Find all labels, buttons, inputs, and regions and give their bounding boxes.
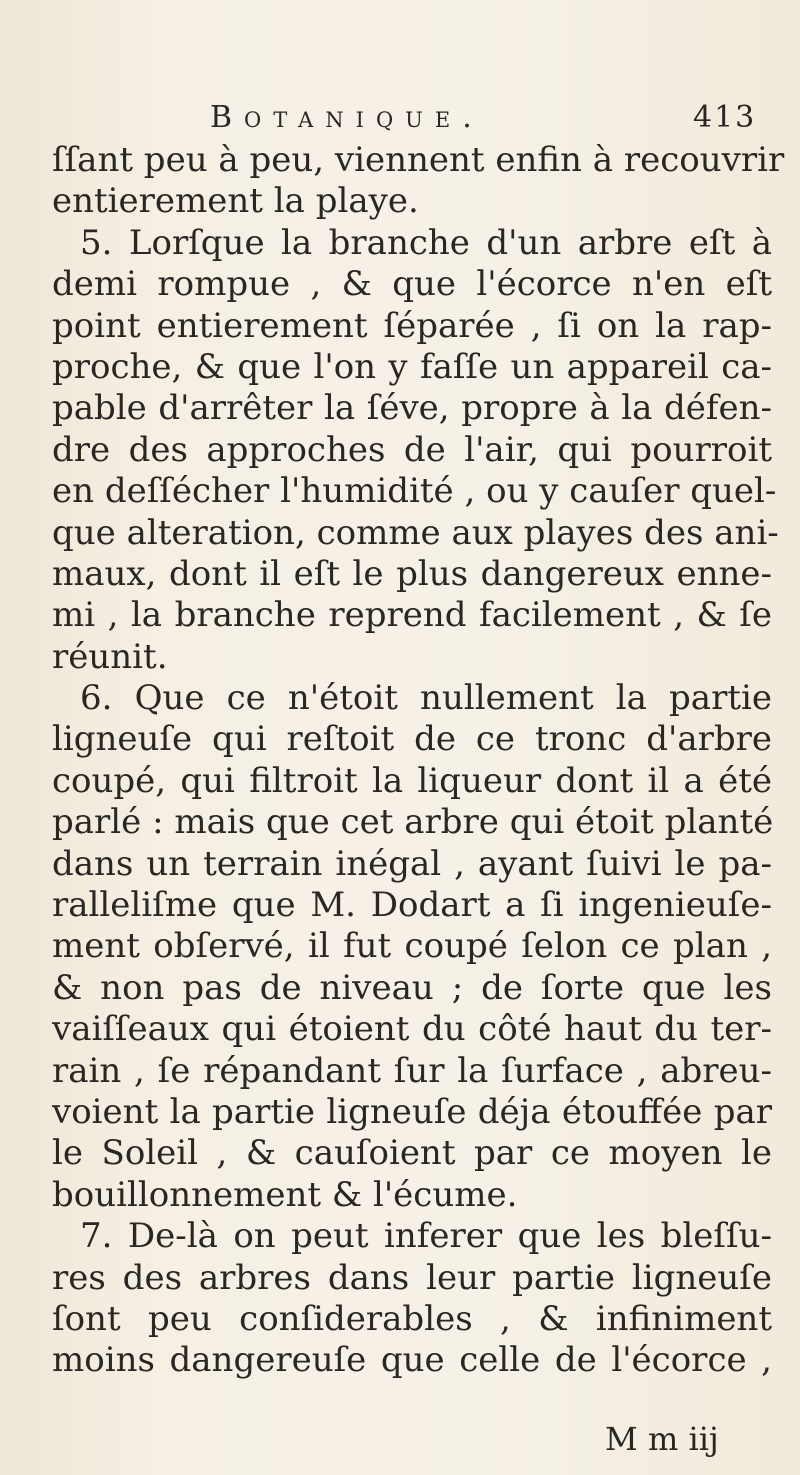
text-line: maux, dont il eſt le plus dangereux enne- <box>52 553 772 594</box>
text-line: pable d'arrêter la ſéve, propre à la défen- <box>52 388 772 429</box>
text-line: ſont peu conſiderables , & infiniment <box>52 1298 772 1339</box>
text-line: entierement la playe. <box>52 181 419 222</box>
text-line: demi rompue , & que l'écorce n'en eſt <box>52 264 772 305</box>
page-number: 413 <box>693 100 757 135</box>
text-line: coupé, qui filtroit la liqueur dont il a été <box>52 760 772 801</box>
text-line: 5. Lorſque la branche d'un arbre eſt à <box>80 222 772 263</box>
text-line: ſſant peu à peu, viennent enfin à recouvrir <box>52 140 785 180</box>
signature-mark: M m iij <box>605 1420 719 1458</box>
text-line: que alteration, comme aux playes des ani- <box>52 512 779 553</box>
text-line: parlé : mais que cet arbre qui étoit planté <box>52 802 774 843</box>
text-line: vaiſſeaux qui étoient du côté haut du ter- <box>52 1009 772 1050</box>
text-line: ralleliſme que M. Dodart a ſi ingenieuſe- <box>52 885 772 926</box>
text-line: rain , ſe répandant ſur la ſurface , abreu- <box>52 1050 772 1091</box>
text-line: bouillonnement & l'écume. <box>52 1174 518 1215</box>
text-line: & non pas de niveau ; de ſorte que les <box>52 967 772 1008</box>
text-line: réunit. <box>52 636 168 677</box>
body-text <box>52 140 785 1382</box>
text-line: moins dangereuſe que celle de l'écorce , <box>52 1340 772 1381</box>
text-line: le Soleil , & cauſoient par ce moyen le <box>52 1133 772 1174</box>
running-title: Botanique. <box>210 100 484 135</box>
text-line: ligneuſe qui reſtoit de ce tronc d'arbre <box>52 719 772 760</box>
text-line: ment obſervé, il fut coupé ſelon ce plan , <box>52 926 772 967</box>
text-line: dre des approches de l'air, qui pourroit <box>52 429 772 470</box>
text-line: res des arbres dans leur partie ligneuſe <box>52 1257 772 1298</box>
text-line: dans un terrain inégal , ayant ſuivi le pa- <box>52 843 772 884</box>
text-line: point entierement ſéparée , ſi on la rap- <box>52 305 772 346</box>
text-line: voient la partie ligneuſe déja étouffée par <box>52 1091 772 1132</box>
text-line: 7. De-là on peut inferer que les bleſſu- <box>80 1216 772 1257</box>
text-line: proche, & que l'on y faſſe un appareil ca- <box>52 346 772 387</box>
page-header <box>0 100 800 144</box>
text-line: mi , la branche reprend facilement , & ſe <box>52 595 772 636</box>
text-line: en deſſécher l'humidité , ou y cauſer quel- <box>52 471 777 512</box>
text-line: 6. Que ce n'étoit nullement la partie <box>80 678 772 719</box>
